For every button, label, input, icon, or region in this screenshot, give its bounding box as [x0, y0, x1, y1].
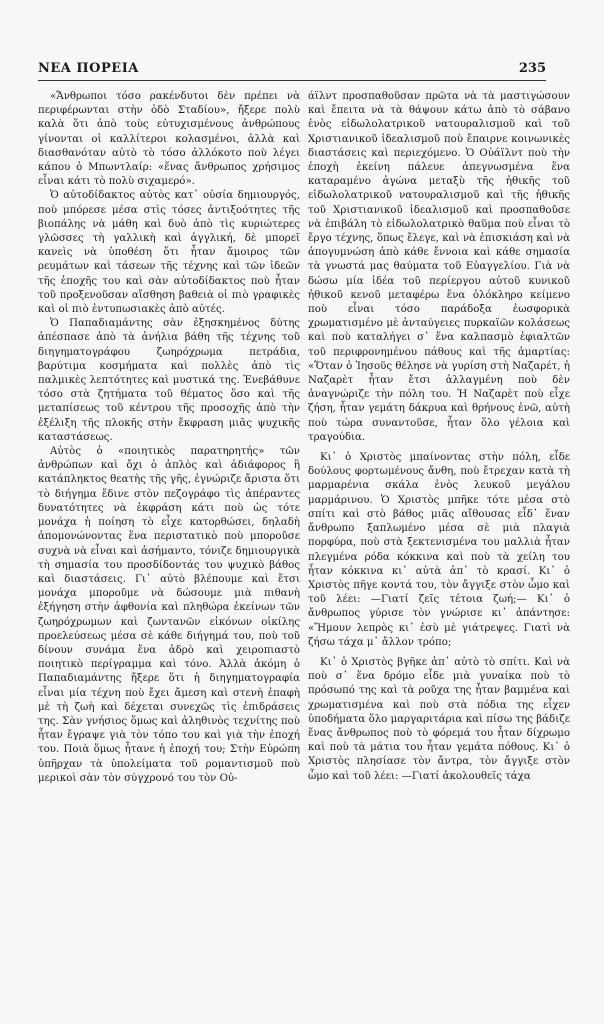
paragraph: άϊλντ προσπαθοῦσαν πρῶτα νὰ τὰ μαστιγώσουν καὶ ἔπειτα νὰ τὰ θάψουν κάτω ἀπὸ τὸ σάβανο ἑνὸς εἰδωλολατρικοῦ νατουραλισμοῦ καὶ τοῦ Χριστιανικοῦ ἰδεαλισμοῦ ποὺ ἔπαιρνε κοινωνικὲς διαστάσεις καὶ περιεχόμενο. Ὁ Οὐάϊλντ ποὺ τὴν ἐποχὴ ἐκείνη πάλευε ἀπεγνωσμένα ἕνα καταραμένο ἀγώνα μεταξὺ τῆς ἠθικῆς τοῦ εἰδωλολατρικοῦ νατουραλισμοῦ καὶ τῆς ἠθικῆς τοῦ Χριστιανικοῦ ἰδεαλισμοῦ καὶ προσπαθοῦσε νὰ ἐπιβάλη τὸ εἰδωλολατρικὸ θαῦμα ποὺ εἶναι τὸ ἔργο τέχνης, ὅπως ἔλεγε, καὶ νὰ ἐπισκιάση καὶ νὰ ἀπογυμνώση ἀπὸ κάθε ἔννοια καὶ κάθε σημασία τὰ γνωστά μας θαύματα τοῦ Εὐαγγελίου. Γιὰ νὰ δώσω μία ἰδέα τοῦ περίεργου αὐτοῦ κυνικοῦ ἠθικοῦ κενοῦ μεταφέρω ἕνα ὁλόκληρο κείμενο ποὺ εἶναι τόσο παράδοξα ἐωσφορικὰ χρωματισμένο μὲ ἀνταύγειες πυρκαϊῶν κολάσεως καὶ ποὺ καταλήγει σ᾽ ἕνα καλπασμὸ ἐφιαλτῶν τοῦ περιφρονημένου πάθους καὶ τῆς ἁμαρτίας: «Ὅταν ὁ Ἰησοῦς θέλησε νὰ γυρίση στὴ Ναζαρέτ, ἡ Ναζαρὲτ ἦταν ἔτσι ἀλλαγμένη ποὺ δὲν ἀναγνώριζε τὴν πόλη του. Ἡ Ναζαρὲτ ποὺ εἶχε ζήση, ἦταν γεμάτη δάκρυα καὶ θρήνους ἐνῶ, αὐτὴ ποὺ τώρα συναντοῦσε, ἦταν ὅλο γέλοια καὶ τραγούδια. [308, 91, 570, 443]
page-header [38, 56, 546, 76]
header-rule [38, 80, 546, 81]
right-column [308, 90, 570, 784]
left-column [38, 90, 300, 786]
paragraph: «Ἄνθρωποι τόσο ρακένδυτοι δὲν πρέπει νὰ περιφέρωνται στὴν ὁδὸ Σταδίου», ἤξερε πολὺ καλὰ ὅτι ἀπὸ τοὺς εὐτυχισμένους ἀνθρώπους γίνονται οἱ καλλίτεροι κολασμένοι, ἀλλὰ καὶ διασθανόταν αὐτὸ τὸ τόσο ἀλλόκοτο ποὺ λέγει κάπου ὁ Μπωντλαίρ: «ἕνας ἄνθρωπος χρήσιμος εἶναι κάτι τὸ πολὺ σιχαμερό». [38, 91, 300, 188]
paragraph: Αὐτὸς ὁ «ποιητικὸς παρατηρητής» τῶν ἀνθρώπων καὶ ὄχι ὁ ἁπλὸς καὶ ἀδιάφορος ἢ κατάπληκτος θεατὴς τῆς γῆς, ἐγνώριζε ἄριστα ὅτι τὸ διήγημα ἔδινε στὸν πεζογράφο τὶς ἀπέραντες δυνατότητες νὰ ἐκφράση κάτι ποὺ ὡς τότε μονάχα ἡ ποίηση τὸ εἶχε κατορθώσει, δηλαδὴ ἀπομονώνοντας ἕνα περιστατικὸ ποὺ μποροῦσε συχνὰ νὰ εἶναι καὶ ἀσήμαντο, τόνιζε δημιουργικὰ τὴ σημασία του προσδίδοντάς του ψυχικὸ βάθος καὶ διαστάσεις. Γι᾽ αὐτὸ βλέπουμε καὶ ἔτσι μονάχα μποροῦμε νὰ δώσουμε μιὰ πιθανὴ ἐξήγηση στὴν ἀφθονία καὶ πληθώρα ἐκείνων τῶν ζωηρόχρωμων καὶ ζωντανῶν εἰκόνων οἰκίλης προελεύσεως μέσα σὲ κάθε διήγημά του, ποὺ τοῦ δίνουν συνάμα ἕνα ἁδρὸ καὶ χειροπιαστὸ ποιητικὸ περίγραμμα καὶ τόνο. Ἀλλὰ ἀκόμη ὁ Παπαδιαμάντης ἤξερε ὅτι ἡ διηγηματογραφία εἶναι μία τέχνη ποὺ ἔχει ἄμεση καὶ στενὴ ἐπαφὴ μὲ τὴ ζωὴ καὶ δέχεται συνεχῶς τὶς ἐπιδράσεις της. Σὰν γνήσιος ὅμως καὶ ἀληθινὸς τεχνίτης ποὺ ἦταν ἔγραψε γιὰ τὸν τόπο του καὶ γιὰ τὴν ἐποχή του. Ποιὰ ὅμως ἦτανε ἡ ἐποχή του; Στὴν Εὐρώπη ὑπῆρχαν τὰ ὑπολείματα τοῦ ρομαντισμοῦ ποὺ μερικοὶ σὰν τὸν σύγχρονό του τὸν Οὐ- [38, 446, 300, 784]
paragraph: Ὁ αὐτοδίδακτος αὐτὸς κατ᾽ οὐσία δημιουργός, ποὺ μπόρεσε μέσα στὶς τόσες ἀντιξοότητες τῆς βιοπάλης νὰ μάθη καὶ δυὸ ἀπὸ τὶς κυριώτερες γλῶσσες τὴ γαλλικὴ καὶ ἀγγλική, δὲ μπορεῖ κανεὶς νὰ ὑποθέση ὅτι ἦταν ἄμοιρος τῶν ρευμάτων καὶ τάσεων τῆς τέχνης καὶ τῶν ἰδεῶν τῆς ἐποχῆς του καὶ σὰν αὐτοδίδακτος ποὺ ἦταν τοῦ προξενοῦσαν αἴσθηση βαθειὰ οἱ πιὸ γραφικὲς καὶ οἱ πιὸ ἐντυπωσιακὲς ἀπὸ αὐτές. [38, 190, 300, 316]
paragraph: Ὁ Παπαδιαμάντης σὰν ἐξησκημένος δύτης ἀπέσπασε ἀπὸ τὰ ἀνήλια βάθη τῆς τέχνης τοῦ διηγηματογράφου ζωηρόχρωμα πετράδια, βαρύτιμα κοσμήματα καὶ πολλὲς ἀπὸ τὶς παλμικὲς λεπτότητες καὶ μυστικά της. Ἐνεβάθυνε τόσο στὰ ζητήματα τοῦ θέματος ὅσο καὶ τῆς μεταπίσεως τοῦ κέντρου τῆς προσοχῆς ἀπὸ τὴν ἐξέλιξη τῆς πλοκῆς στὴν ἔκφραση μιᾶς ψυχικῆς καταστάσεως. [38, 318, 300, 443]
journal-title: ΝΕΑ ΠΟΡΕΙΑ [38, 61, 139, 76]
paragraph: Κι᾽ ὁ Χριστὸς μπαίνοντας στὴν πόλη, εἶδε δούλους φορτωμένους ἄνθη, ποὺ ἔτρεχαν κατὰ τὴ μαρμαρένια σκάλα ἑνὸς λευκοῦ μεγάλου μαρμάρινου. Ὁ Χριστὸς μπῆκε τότε μέσα στὸ σπίτι καὶ στὸ βάθος μιᾶς αἴθουσας εἶδ᾽ ἕναν ἄνθρωπο ξαπλωμένο μέσα σὲ μιὰ πλαγιὰ πορφύρα, ποὺ στὰ ξεκτενισμένα του μαλλιὰ ἦταν πλεγμένα ρόδα κόκκινα καὶ ποὺ τὰ χείλη του ἦταν κόκκινα κι᾽ αὐτὰ ἀπ᾽ τὸ κρασί. Κι᾽ ὁ Χριστὸς πῆγε κοντά του, τὸν ἄγγιξε στὸν ὦμο καὶ τοῦ λέει: —Γιατί ζεῖς τέτοια ζωή;— Κι᾽ ὁ ἄνθρωπος γύρισε τὸν γνώρισε κι᾽ ἀπάντησε: «Ἤμουν λεπρὸς κι᾽ ἐσὺ μὲ γιάτρεψες. Γιατὶ νὰ ζήσω τάχα μ᾽ ἄλλον τρόπο; [308, 452, 570, 648]
page-number: 235 [518, 61, 546, 76]
paragraph: Κι᾽ ὁ Χριστὸς βγῆκε ἀπ᾽ αὐτὸ τὸ σπίτι. Καὶ νὰ ποὺ σ᾽ ἕνα δρόμο εἶδε μιὰ γυναίκα ποὺ τὸ πρόσωπό της καὶ τὰ ροῦχα της ἦταν βαμμένα καὶ χρωματισμένα καὶ ποὺ στὰ πόδια της εἶχεν ὑποδήματα ὅλο μαργαριτάρια καὶ πίσω της βάδιζε ἕνας ἄνθρωπος ποὺ τὸ φόρεμά του ἦταν δίχρωμο καὶ ποὺ τὰ μάτια του ἦταν γεμάτα πόθους. Κι᾽ ὁ Χριστὸς πλησίασε τὸν ἄντρα, τὸν ἄγγιξε στὸν ὦμο καὶ τοῦ λέει: —Γιατί ἀκολουθεῖς τάχα [308, 656, 570, 782]
